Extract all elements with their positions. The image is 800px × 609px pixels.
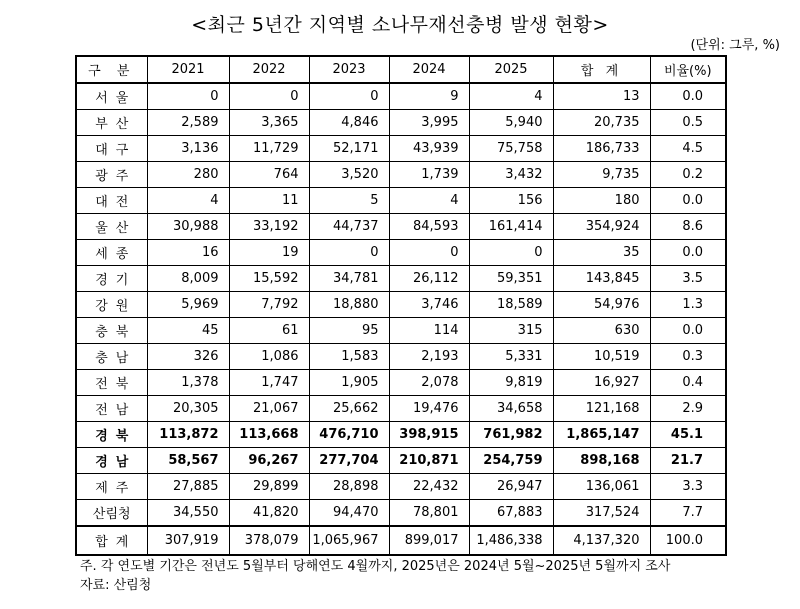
value-cell: 326: [147, 344, 229, 370]
value-cell: 9: [389, 83, 469, 110]
col-header-2025: 2025: [469, 56, 553, 83]
value-cell: 43,939: [389, 136, 469, 162]
table-row: [76, 370, 726, 396]
value-cell: 34,658: [469, 396, 553, 422]
value-cell: 3,432: [469, 162, 553, 188]
value-cell: 59,351: [469, 266, 553, 292]
table-row: [76, 500, 726, 527]
region-cell: 경남: [76, 448, 147, 474]
value-cell: 8,009: [147, 266, 229, 292]
sum-cell: 898,168: [553, 448, 650, 474]
value-cell: 113,668: [229, 422, 309, 448]
ratio-cell: 3.5: [650, 266, 726, 292]
value-cell: 5,331: [469, 344, 553, 370]
table-row: [76, 422, 726, 448]
region-cell: 강원: [76, 292, 147, 318]
value-cell: 25,662: [309, 396, 389, 422]
ratio-cell: 1.3: [650, 292, 726, 318]
region-cell: 충북: [76, 318, 147, 344]
value-cell: 33,192: [229, 214, 309, 240]
value-cell: 315: [469, 318, 553, 344]
value-cell: 20,305: [147, 396, 229, 422]
table-row: [76, 448, 726, 474]
value-cell: 0: [147, 83, 229, 110]
region-cell: 합계: [76, 526, 147, 555]
value-cell: 761,982: [469, 422, 553, 448]
table-row: [76, 396, 726, 422]
sum-cell: 9,735: [553, 162, 650, 188]
value-cell: 280: [147, 162, 229, 188]
table-row: [76, 136, 726, 162]
value-cell: 0: [469, 240, 553, 266]
table-row: [76, 110, 726, 136]
table-row: [76, 318, 726, 344]
ratio-cell: 0.4: [650, 370, 726, 396]
value-cell: 114: [389, 318, 469, 344]
col-header-2021: 2021: [147, 56, 229, 83]
value-cell: 764: [229, 162, 309, 188]
value-cell: 3,995: [389, 110, 469, 136]
region-cell: 제주: [76, 474, 147, 500]
value-cell: 161,414: [469, 214, 553, 240]
col-header-ratio: 비율(%): [650, 56, 726, 83]
value-cell: 15,592: [229, 266, 309, 292]
value-cell: 4: [389, 188, 469, 214]
sum-cell: 143,845: [553, 266, 650, 292]
sum-cell: 20,735: [553, 110, 650, 136]
sum-cell: 121,168: [553, 396, 650, 422]
ratio-cell: 100.0: [650, 526, 726, 555]
value-cell: 11,729: [229, 136, 309, 162]
value-cell: 210,871: [389, 448, 469, 474]
value-cell: 84,593: [389, 214, 469, 240]
value-cell: 1,905: [309, 370, 389, 396]
value-cell: 3,365: [229, 110, 309, 136]
region-cell: 광주: [76, 162, 147, 188]
value-cell: 34,550: [147, 500, 229, 527]
ratio-cell: 7.7: [650, 500, 726, 527]
sum-cell: 54,976: [553, 292, 650, 318]
value-cell: 3,520: [309, 162, 389, 188]
value-cell: 307,919: [147, 526, 229, 555]
region-cell: 산림청: [76, 500, 147, 527]
value-cell: 113,872: [147, 422, 229, 448]
value-cell: 4,846: [309, 110, 389, 136]
ratio-cell: 0.2: [650, 162, 726, 188]
ratio-cell: 3.3: [650, 474, 726, 500]
table-row: [76, 240, 726, 266]
value-cell: 19: [229, 240, 309, 266]
col-header-2022: 2022: [229, 56, 309, 83]
value-cell: 7,792: [229, 292, 309, 318]
value-cell: 1,086: [229, 344, 309, 370]
value-cell: 52,171: [309, 136, 389, 162]
value-cell: 899,017: [389, 526, 469, 555]
sum-cell: 630: [553, 318, 650, 344]
value-cell: 5,969: [147, 292, 229, 318]
document-title: <최근 5년간 지역별 소나무재선충병 발생 현황>: [191, 14, 609, 36]
region-cell: 전남: [76, 396, 147, 422]
value-cell: 61: [229, 318, 309, 344]
value-cell: 44,737: [309, 214, 389, 240]
value-cell: 254,759: [469, 448, 553, 474]
footnote-source: 자료: 산림청: [80, 578, 152, 593]
value-cell: 41,820: [229, 500, 309, 527]
ratio-cell: 21.7: [650, 448, 726, 474]
total-row: [76, 526, 726, 555]
region-cell: 대전: [76, 188, 147, 214]
sum-cell: 180: [553, 188, 650, 214]
ratio-cell: 0.0: [650, 83, 726, 110]
ratio-cell: 0.0: [650, 188, 726, 214]
ratio-cell: 4.5: [650, 136, 726, 162]
region-cell: 충남: [76, 344, 147, 370]
value-cell: 0: [389, 240, 469, 266]
sum-cell: 16,927: [553, 370, 650, 396]
value-cell: 94,470: [309, 500, 389, 527]
table-row: [76, 83, 726, 110]
sum-cell: 1,865,147: [553, 422, 650, 448]
pine-wilt-table: [75, 55, 727, 556]
value-cell: 26,947: [469, 474, 553, 500]
sum-cell: 10,519: [553, 344, 650, 370]
unit-label: (단위: 그루, %): [690, 38, 780, 53]
value-cell: 21,067: [229, 396, 309, 422]
value-cell: 277,704: [309, 448, 389, 474]
value-cell: 95: [309, 318, 389, 344]
value-cell: 22,432: [389, 474, 469, 500]
value-cell: 1,583: [309, 344, 389, 370]
value-cell: 11: [229, 188, 309, 214]
header-row: [76, 56, 726, 83]
sum-cell: 35: [553, 240, 650, 266]
ratio-cell: 0.5: [650, 110, 726, 136]
value-cell: 96,267: [229, 448, 309, 474]
value-cell: 1,378: [147, 370, 229, 396]
value-cell: 67,883: [469, 500, 553, 527]
value-cell: 1,486,338: [469, 526, 553, 555]
value-cell: 398,915: [389, 422, 469, 448]
value-cell: 19,476: [389, 396, 469, 422]
value-cell: 34,781: [309, 266, 389, 292]
ratio-cell: 8.6: [650, 214, 726, 240]
value-cell: 0: [229, 83, 309, 110]
value-cell: 1,739: [389, 162, 469, 188]
sum-cell: 4,137,320: [553, 526, 650, 555]
value-cell: 5: [309, 188, 389, 214]
value-cell: 2,589: [147, 110, 229, 136]
ratio-cell: 0.0: [650, 318, 726, 344]
value-cell: 75,758: [469, 136, 553, 162]
table-row: [76, 292, 726, 318]
value-cell: 26,112: [389, 266, 469, 292]
value-cell: 27,885: [147, 474, 229, 500]
value-cell: 378,079: [229, 526, 309, 555]
region-cell: 경기: [76, 266, 147, 292]
sum-cell: 186,733: [553, 136, 650, 162]
col-header-total: 합 계: [553, 56, 650, 83]
value-cell: 30,988: [147, 214, 229, 240]
value-cell: 156: [469, 188, 553, 214]
value-cell: 45: [147, 318, 229, 344]
region-cell: 경북: [76, 422, 147, 448]
value-cell: 1,065,967: [309, 526, 389, 555]
value-cell: 78,801: [389, 500, 469, 527]
ratio-cell: 0.0: [650, 240, 726, 266]
region-cell: 울산: [76, 214, 147, 240]
value-cell: 2,193: [389, 344, 469, 370]
value-cell: 0: [309, 83, 389, 110]
sum-cell: 354,924: [553, 214, 650, 240]
table-row: [76, 162, 726, 188]
col-header-2023: 2023: [309, 56, 389, 83]
sum-cell: 317,524: [553, 500, 650, 527]
value-cell: 9,819: [469, 370, 553, 396]
region-cell: 서울: [76, 83, 147, 110]
table-row: [76, 344, 726, 370]
value-cell: 476,710: [309, 422, 389, 448]
table-row: [76, 188, 726, 214]
region-cell: 부산: [76, 110, 147, 136]
value-cell: 4: [469, 83, 553, 110]
ratio-cell: 45.1: [650, 422, 726, 448]
sum-cell: 13: [553, 83, 650, 110]
region-cell: 세종: [76, 240, 147, 266]
table-row: [76, 214, 726, 240]
region-cell: 전북: [76, 370, 147, 396]
sum-cell: 136,061: [553, 474, 650, 500]
value-cell: 29,899: [229, 474, 309, 500]
col-header-2024: 2024: [389, 56, 469, 83]
table-row: [76, 266, 726, 292]
value-cell: 18,589: [469, 292, 553, 318]
value-cell: 0: [309, 240, 389, 266]
value-cell: 2,078: [389, 370, 469, 396]
value-cell: 5,940: [469, 110, 553, 136]
region-cell: 대구: [76, 136, 147, 162]
value-cell: 1,747: [229, 370, 309, 396]
value-cell: 58,567: [147, 448, 229, 474]
footnote-period: 주. 각 연도별 기간은 전년도 5월부터 당해연도 4월까지, 2025년은 2024년 5월~2025년 5월까지 조사: [80, 559, 671, 574]
value-cell: 4: [147, 188, 229, 214]
ratio-cell: 0.3: [650, 344, 726, 370]
value-cell: 18,880: [309, 292, 389, 318]
value-cell: 3,746: [389, 292, 469, 318]
table-row: [76, 474, 726, 500]
col-header-region: 구 분: [76, 56, 147, 83]
value-cell: 3,136: [147, 136, 229, 162]
ratio-cell: 2.9: [650, 396, 726, 422]
value-cell: 28,898: [309, 474, 389, 500]
value-cell: 16: [147, 240, 229, 266]
